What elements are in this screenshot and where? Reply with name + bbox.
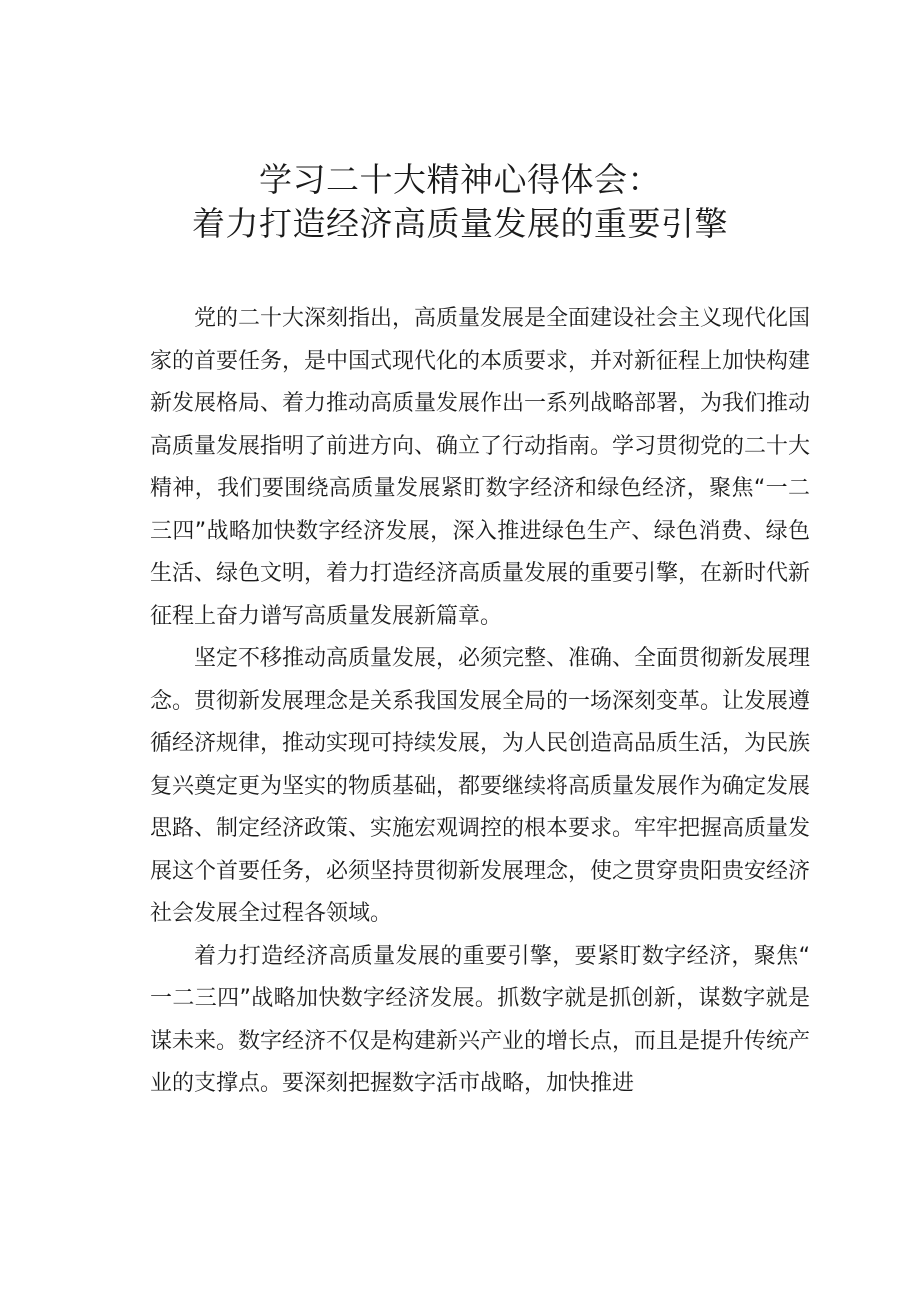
title-line-2: 着力打造经济高质量发展的重要引擎 [192, 204, 728, 243]
title-line-1: 学习二十大精神心得体会： [259, 160, 661, 199]
paragraph-1: 党的二十大深刻指出，高质量发展是全面建设社会主义现代化国家的首要任务，是中国式现代化的本质要求，并对新征程上加快构建新发展格局、着力推动高质量发展作出一系列战略部署，为我们推动高质量发展指明了前进方向、确立了行动指南。学习贯彻党的二十大精神，我们要围绕高质量发展紧盯数字经济和绿色经济，聚焦“一二三四”战略加快数字经济发展，深入推进绿色生产、绿色消费、绿色生活、绿色文明，着力打造经济高质量发展的重要引擎，在新时代新征程上奋力谱写高质量发展新篇章。 [150, 306, 811, 629]
paragraph-3: 着力打造经济高质量发展的重要引擎，要紧盯数字经济，聚焦“一二三四”战略加快数字经济发展。抓数字就是抓创新，谋数字就是谋未来。数字经济不仅是构建新兴产业的增长点，而且是提升传统产业的支撑点。要深刻把握数字活市战略，加快推进 [150, 943, 811, 1096]
paragraph-2: 坚定不移推动高质量发展，必须完整、准确、全面贯彻新发展理念。贯彻新发展理念是关系我国发展全局的一场深刻变革。让发展遵循经济规律，推动实现可持续发展，为人民创造高品质生活，为民族复兴奠定更为坚实的物质基础，都要继续将高质量发展作为确定发展思路、制定经济政策、实施宏观调控的根本要求。牢牢把握高质量发展这个首要任务，必须坚持贯彻新发展理念，使之贯穿贵阳贵安经济社会发展全过程各领域。 [150, 646, 811, 926]
document-title [0, 158, 920, 246]
document-body [150, 298, 810, 1106]
